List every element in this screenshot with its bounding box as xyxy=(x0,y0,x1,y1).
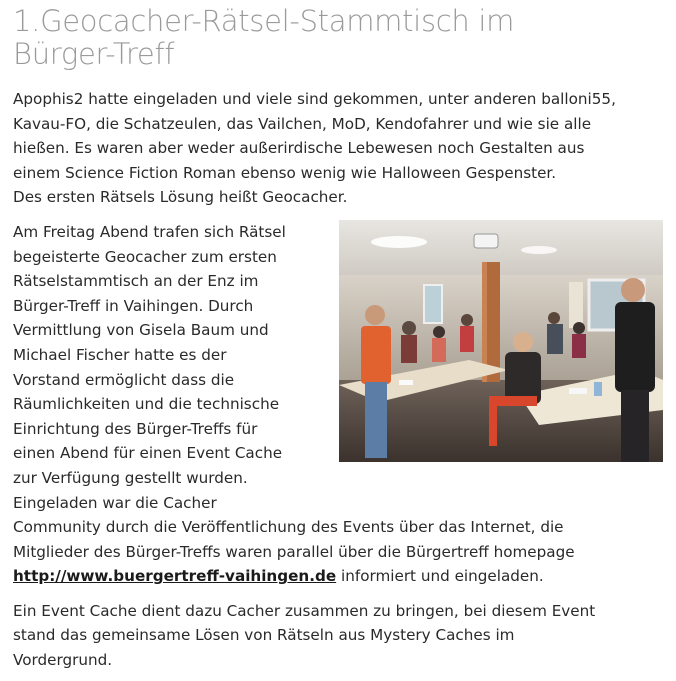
article xyxy=(13,0,663,673)
link-suffix: informiert und eingeladen. xyxy=(336,567,544,586)
text-line: begeisterte Geocacher zum ersten xyxy=(13,247,277,266)
text-line: Vermittlung von Gisela Baum und xyxy=(13,321,269,340)
text-line: Michael Fischer hatte es der xyxy=(13,345,227,364)
text-line: Einrichtung des Bürger-Treffs für xyxy=(13,419,258,438)
text-line: Vordergrund. xyxy=(13,651,113,670)
intro-paragraph xyxy=(13,87,663,210)
text-line: Räumlichkeiten und die technische xyxy=(13,395,280,414)
text-line: Apophis2 hatte eingeladen und viele sind gekommen, unter anderen balloni55, xyxy=(13,90,616,108)
text-line: Vorstand ermöglicht dass die xyxy=(13,370,235,389)
text-line: einem Science Fiction Roman ebenso wenig wie Halloween Gespenster. xyxy=(13,163,557,182)
text-line: hießen. Es waren aber weder außerirdische Lebewesen noch Gestalten aus xyxy=(13,139,585,158)
text-line: Community durch die Veröffentlichung des Events über das Internet, die xyxy=(13,518,564,537)
text-line: Rätselstammtisch an der Enz im xyxy=(13,272,259,291)
text-line: Eingeladen war die Cacher xyxy=(13,493,217,512)
text-line: zur Verfügung gestellt wurden. xyxy=(13,468,248,487)
text-line: stand das gemeinsame Lösen von Rätseln aus Mystery Caches im xyxy=(13,626,515,645)
text-line: Kavau-FO, die Schatzeulen, das Vailchen, MoD, Kendofahrer und wie sie alle xyxy=(13,114,592,133)
title-line: 1.Geocacher-Rätsel-Stammtisch im xyxy=(13,4,515,38)
text-line: Ein Event Cache dient dazu Cacher zusammen zu bringen, bei diesem Event xyxy=(13,601,596,620)
text-line: Des ersten Rätsels Lösung heißt Geocacher. xyxy=(13,188,348,207)
event-photo-illustration xyxy=(339,220,663,462)
event-photo xyxy=(339,220,663,462)
text-line: Mitglieder des Bürger-Treffs waren parallel über die Bürgertreff homepage xyxy=(13,542,575,561)
buergertreff-homepage-link[interactable]: http://www.buergertreff-vaihingen.de xyxy=(13,567,337,586)
text-line: Bürger-Treff in Vaihingen. Durch xyxy=(13,296,254,315)
text-line xyxy=(13,564,663,589)
closing-paragraph xyxy=(13,599,663,673)
page-title xyxy=(13,5,663,71)
text-line: einen Abend für einen Event Cache xyxy=(13,444,283,463)
title-line: Bürger-Treff xyxy=(13,37,175,71)
text-line: Am Freitag Abend trafen sich Rätsel xyxy=(13,222,286,241)
